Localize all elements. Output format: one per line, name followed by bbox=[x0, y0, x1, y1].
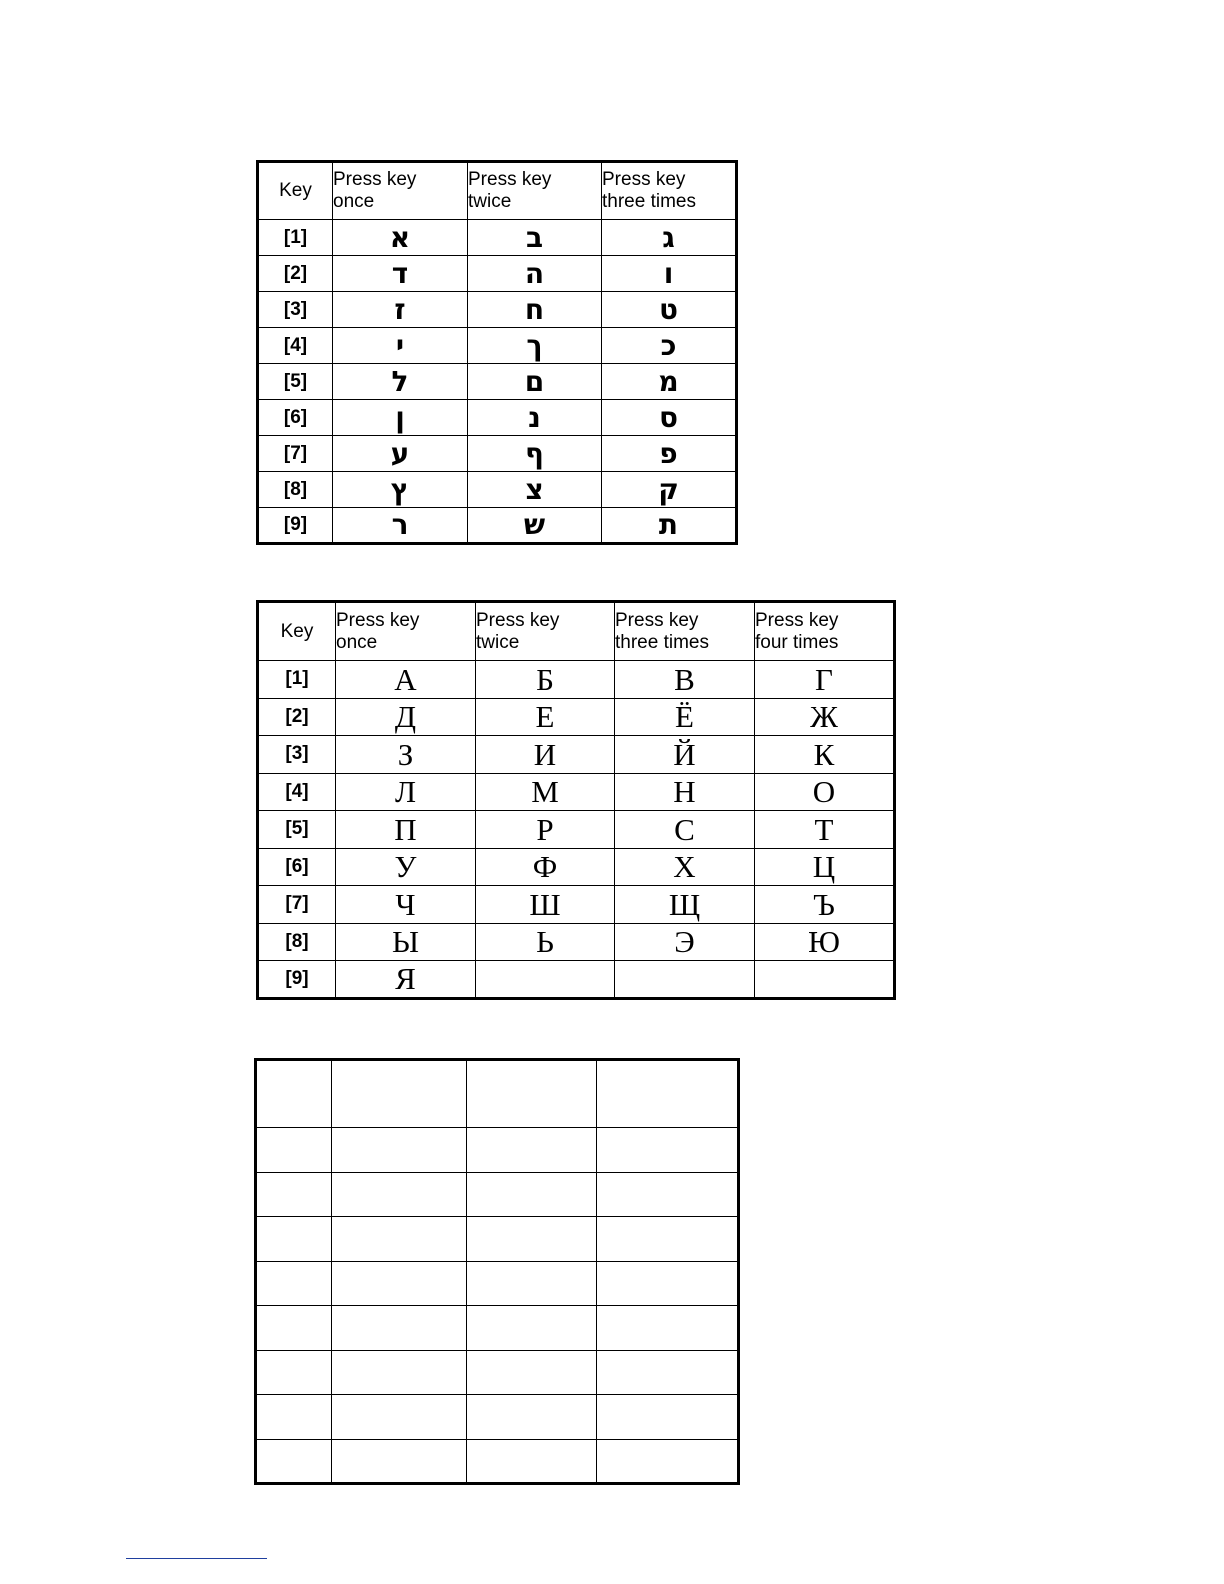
cyrillic-row-1 bbox=[258, 661, 895, 699]
cyrillic-char-cell: Р bbox=[476, 811, 615, 849]
blank-cell bbox=[256, 1172, 332, 1217]
hebrew-header-line: Press key bbox=[333, 169, 417, 190]
blank-cell bbox=[467, 1060, 597, 1128]
cyrillic-char-cell: Щ bbox=[615, 886, 755, 924]
cyrillic-char-cell: Г bbox=[755, 661, 895, 699]
hebrew-char-cell: ך bbox=[468, 328, 602, 364]
blank-table-body bbox=[256, 1060, 739, 1484]
hebrew-char-cell: נ bbox=[468, 400, 602, 436]
hebrew-key-label: [6] bbox=[258, 400, 333, 436]
blank-cell bbox=[332, 1350, 467, 1395]
cyrillic-header-col-2 bbox=[476, 602, 615, 661]
cyrillic-row-2 bbox=[258, 698, 895, 736]
blank-cell bbox=[597, 1060, 739, 1128]
cyrillic-row-7 bbox=[258, 886, 895, 924]
cyrillic-char-cell: Е bbox=[476, 698, 615, 736]
cyrillic-char-cell: Ё bbox=[615, 698, 755, 736]
cyrillic-char-cell bbox=[615, 961, 755, 999]
hebrew-char-cell: פ bbox=[602, 436, 737, 472]
blank-cell bbox=[467, 1395, 597, 1440]
cyrillic-char-cell: Ю bbox=[755, 923, 895, 961]
hebrew-char-cell: צ bbox=[468, 472, 602, 508]
blank-cell bbox=[256, 1439, 332, 1484]
hebrew-char-cell: מ bbox=[602, 364, 737, 400]
blank-cell bbox=[597, 1350, 739, 1395]
cyrillic-char-cell: П bbox=[336, 811, 476, 849]
hebrew-char-cell: ק bbox=[602, 472, 737, 508]
hebrew-char-cell: ל bbox=[333, 364, 468, 400]
cyrillic-header-key bbox=[258, 602, 336, 661]
hebrew-char-cell: ו bbox=[602, 256, 737, 292]
blank-cell bbox=[332, 1128, 467, 1173]
cyrillic-keymap-table bbox=[256, 600, 896, 1000]
hebrew-char-cell: י bbox=[333, 328, 468, 364]
cyrillic-header-line: Press key bbox=[615, 609, 699, 631]
blank-row-2 bbox=[256, 1172, 739, 1217]
blank-cell bbox=[256, 1306, 332, 1351]
hebrew-key-label: [4] bbox=[258, 328, 333, 364]
hebrew-char-cell: ס bbox=[602, 400, 737, 436]
hebrew-header-line: Press key bbox=[468, 169, 552, 190]
cyrillic-key-label: [2] bbox=[258, 698, 336, 736]
blank-cell bbox=[256, 1128, 332, 1173]
hebrew-key-label: [2] bbox=[258, 256, 333, 292]
blank-row-5 bbox=[256, 1306, 739, 1351]
blank-cell bbox=[256, 1060, 332, 1128]
hebrew-char-cell: ת bbox=[602, 508, 737, 544]
hebrew-char-cell: כ bbox=[602, 328, 737, 364]
hebrew-row-1 bbox=[258, 220, 737, 256]
blank-row-8 bbox=[256, 1439, 739, 1484]
cyrillic-char-cell: Ф bbox=[476, 848, 615, 886]
cyrillic-header-col-1 bbox=[336, 602, 476, 661]
cyrillic-char-cell: Х bbox=[615, 848, 755, 886]
hebrew-char-cell: ה bbox=[468, 256, 602, 292]
cyrillic-char-cell: Ч bbox=[336, 886, 476, 924]
hebrew-row-8 bbox=[258, 472, 737, 508]
cyrillic-key-label: [3] bbox=[258, 736, 336, 774]
cyrillic-header-line: Key bbox=[280, 620, 314, 642]
blank-cell bbox=[256, 1395, 332, 1440]
cyrillic-char-cell: Ж bbox=[755, 698, 895, 736]
cyrillic-row-9 bbox=[258, 961, 895, 999]
cyrillic-header-line: once bbox=[336, 631, 378, 653]
cyrillic-char-cell: Ь bbox=[476, 923, 615, 961]
blank-header-row bbox=[256, 1060, 739, 1128]
cyrillic-char-cell: У bbox=[336, 848, 476, 886]
cyrillic-row-4 bbox=[258, 773, 895, 811]
cyrillic-header-line: Press key bbox=[476, 609, 560, 631]
hebrew-row-2 bbox=[258, 256, 737, 292]
hebrew-char-cell: ט bbox=[602, 292, 737, 328]
cyrillic-key-label: [6] bbox=[258, 848, 336, 886]
cyrillic-char-cell: З bbox=[336, 736, 476, 774]
blank-cell bbox=[597, 1172, 739, 1217]
hebrew-header-line: Press key bbox=[602, 169, 686, 190]
hebrew-char-cell: ב bbox=[468, 220, 602, 256]
blank-cell bbox=[467, 1439, 597, 1484]
blank-keymap-table bbox=[254, 1058, 740, 1485]
cyrillic-char-cell: Т bbox=[755, 811, 895, 849]
hebrew-row-7 bbox=[258, 436, 737, 472]
cyrillic-key-label: [9] bbox=[258, 961, 336, 999]
blank-cell bbox=[332, 1395, 467, 1440]
blank-cell bbox=[597, 1261, 739, 1306]
cyrillic-row-3 bbox=[258, 736, 895, 774]
hebrew-char-cell: ף bbox=[468, 436, 602, 472]
cyrillic-char-cell: Э bbox=[615, 923, 755, 961]
hebrew-row-4 bbox=[258, 328, 737, 364]
cyrillic-char-cell: К bbox=[755, 736, 895, 774]
blank-cell bbox=[332, 1060, 467, 1128]
cyrillic-char-cell: И bbox=[476, 736, 615, 774]
hebrew-key-label: [3] bbox=[258, 292, 333, 328]
blank-cell bbox=[597, 1395, 739, 1440]
blank-cell bbox=[597, 1128, 739, 1173]
cyrillic-char-cell bbox=[755, 961, 895, 999]
cyrillic-char-cell: Й bbox=[615, 736, 755, 774]
blank-cell bbox=[467, 1128, 597, 1173]
blank-cell bbox=[256, 1217, 332, 1262]
cyrillic-char-cell: А bbox=[336, 661, 476, 699]
blank-cell bbox=[467, 1217, 597, 1262]
cyrillic-char-cell: Ы bbox=[336, 923, 476, 961]
cyrillic-row-8 bbox=[258, 923, 895, 961]
hebrew-header-col-3 bbox=[602, 162, 737, 220]
hebrew-header-line: once bbox=[333, 191, 375, 212]
hebrew-char-cell: ר bbox=[333, 508, 468, 544]
blank-cell bbox=[467, 1261, 597, 1306]
cyrillic-key-label: [1] bbox=[258, 661, 336, 699]
hebrew-table-body bbox=[258, 220, 737, 544]
cyrillic-header-line: four times bbox=[755, 631, 839, 653]
cyrillic-header-row bbox=[258, 602, 895, 661]
hebrew-char-cell: ם bbox=[468, 364, 602, 400]
hebrew-row-9 bbox=[258, 508, 737, 544]
cyrillic-header-line: three times bbox=[615, 631, 709, 653]
hebrew-header-col-1 bbox=[333, 162, 468, 220]
cyrillic-char-cell: М bbox=[476, 773, 615, 811]
cyrillic-char-cell: Ц bbox=[755, 848, 895, 886]
blank-cell bbox=[467, 1172, 597, 1217]
blank-cell bbox=[332, 1261, 467, 1306]
hebrew-char-cell: ש bbox=[468, 508, 602, 544]
hebrew-char-cell: ן bbox=[333, 400, 468, 436]
hebrew-key-label: [7] bbox=[258, 436, 333, 472]
cyrillic-char-cell: В bbox=[615, 661, 755, 699]
hebrew-key-label: [9] bbox=[258, 508, 333, 544]
cyrillic-char-cell: Н bbox=[615, 773, 755, 811]
hebrew-header-row bbox=[258, 162, 737, 220]
cyrillic-char-cell: Б bbox=[476, 661, 615, 699]
cyrillic-char-cell: Д bbox=[336, 698, 476, 736]
cyrillic-table-body bbox=[258, 661, 895, 999]
cyrillic-char-cell: Ш bbox=[476, 886, 615, 924]
cyrillic-key-label: [7] bbox=[258, 886, 336, 924]
blank-cell bbox=[467, 1350, 597, 1395]
hebrew-char-cell: ח bbox=[468, 292, 602, 328]
cyrillic-char-cell: Ъ bbox=[755, 886, 895, 924]
cyrillic-row-5 bbox=[258, 811, 895, 849]
blank-cell bbox=[597, 1306, 739, 1351]
cyrillic-row-6 bbox=[258, 848, 895, 886]
hebrew-key-label: [1] bbox=[258, 220, 333, 256]
hebrew-header-line: Key bbox=[279, 180, 312, 201]
hebrew-header-line: three times bbox=[602, 191, 696, 212]
blank-cell bbox=[332, 1439, 467, 1484]
cyrillic-key-label: [8] bbox=[258, 923, 336, 961]
hebrew-char-cell: ד bbox=[333, 256, 468, 292]
blank-cell bbox=[256, 1350, 332, 1395]
hebrew-keymap-table bbox=[256, 160, 738, 545]
hebrew-row-5 bbox=[258, 364, 737, 400]
cyrillic-header-line: Press key bbox=[755, 609, 839, 631]
footnote-separator-rule bbox=[126, 1558, 267, 1559]
hebrew-row-6 bbox=[258, 400, 737, 436]
hebrew-header-key bbox=[258, 162, 333, 220]
cyrillic-char-cell: С bbox=[615, 811, 755, 849]
hebrew-char-cell: ז bbox=[333, 292, 468, 328]
hebrew-header-col-2 bbox=[468, 162, 602, 220]
blank-cell bbox=[256, 1261, 332, 1306]
hebrew-row-3 bbox=[258, 292, 737, 328]
hebrew-char-cell: א bbox=[333, 220, 468, 256]
hebrew-char-cell: ע bbox=[333, 436, 468, 472]
blank-row-7 bbox=[256, 1395, 739, 1440]
cyrillic-char-cell: Л bbox=[336, 773, 476, 811]
blank-cell bbox=[597, 1439, 739, 1484]
cyrillic-char-cell: О bbox=[755, 773, 895, 811]
cyrillic-header-col-3 bbox=[615, 602, 755, 661]
blank-cell bbox=[597, 1217, 739, 1262]
blank-row-1 bbox=[256, 1128, 739, 1173]
blank-cell bbox=[332, 1306, 467, 1351]
cyrillic-header-col-4 bbox=[755, 602, 895, 661]
cyrillic-header-line: Press key bbox=[336, 609, 420, 631]
cyrillic-key-label: [4] bbox=[258, 773, 336, 811]
blank-row-6 bbox=[256, 1350, 739, 1395]
cyrillic-char-cell: Я bbox=[336, 961, 476, 999]
hebrew-key-label: [5] bbox=[258, 364, 333, 400]
hebrew-header-line: twice bbox=[468, 191, 512, 212]
blank-row-3 bbox=[256, 1217, 739, 1262]
hebrew-char-cell: ץ bbox=[333, 472, 468, 508]
cyrillic-header-line: twice bbox=[476, 631, 520, 653]
hebrew-char-cell: ג bbox=[602, 220, 737, 256]
blank-cell bbox=[332, 1172, 467, 1217]
hebrew-key-label: [8] bbox=[258, 472, 333, 508]
cyrillic-key-label: [5] bbox=[258, 811, 336, 849]
blank-row-4 bbox=[256, 1261, 739, 1306]
blank-cell bbox=[467, 1306, 597, 1351]
blank-cell bbox=[332, 1217, 467, 1262]
cyrillic-char-cell bbox=[476, 961, 615, 999]
